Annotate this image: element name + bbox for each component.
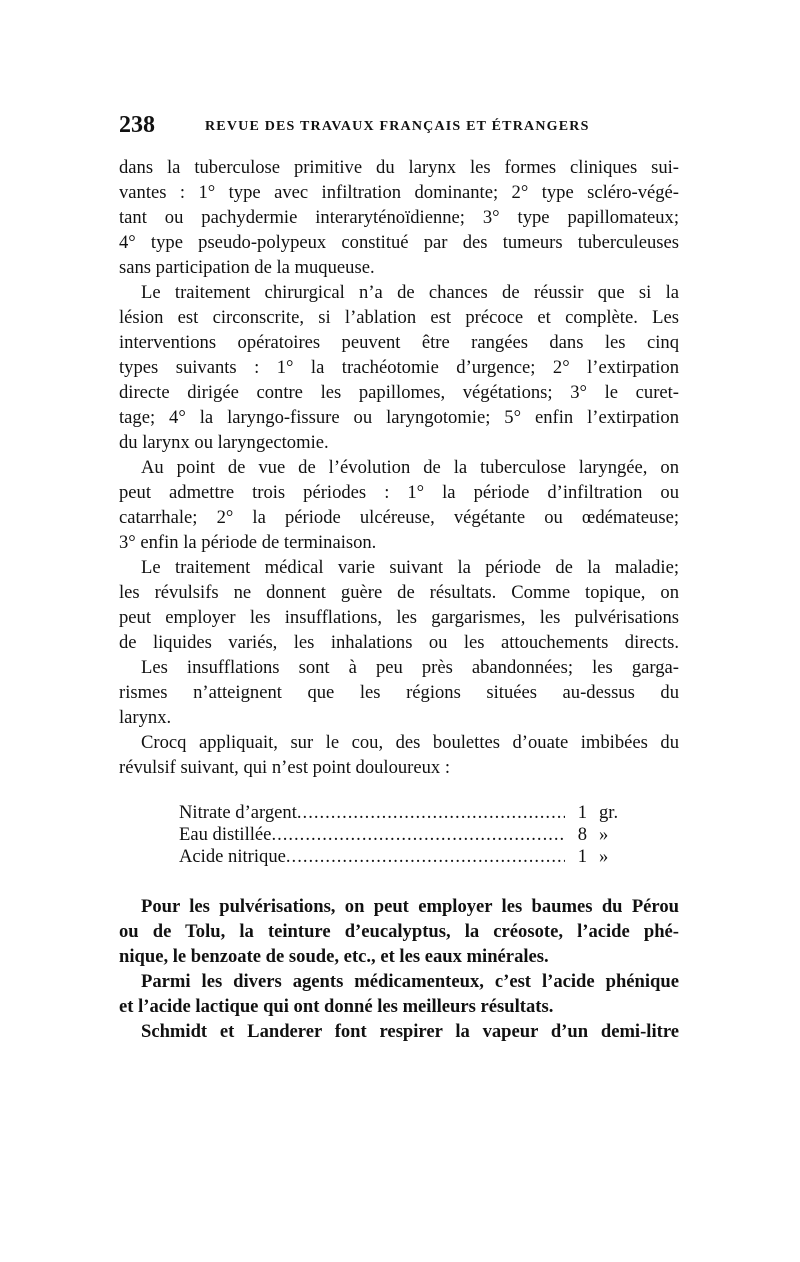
text-line: Pour les pulvérisations, on peut employer les baumes du Pérou xyxy=(141,896,679,917)
paragraph xyxy=(119,555,679,655)
ingredient-name: Eau distillée xyxy=(179,824,272,845)
ingredient-unit: gr. xyxy=(599,802,619,823)
page-header xyxy=(119,112,679,142)
text-line: Le traitement chirurgical n’a de chances de réussir que si la xyxy=(141,282,679,303)
text-line: lésion est circonscrite, si l’ablation est précoce et complète. Les xyxy=(119,307,679,328)
ingredient-unit: » xyxy=(599,846,609,867)
recipe-row xyxy=(179,802,639,824)
text-line: sans participation de la muqueuse. xyxy=(119,257,375,278)
text-line: Schmidt et Landerer font respirer la vapeur d’un demi-litre xyxy=(141,1021,679,1042)
paragraph xyxy=(119,155,679,280)
text-line: Les insufflations sont à peu près abandonnées; les garga- xyxy=(141,657,679,678)
page-number: 238 xyxy=(119,112,155,138)
recipe-row xyxy=(179,824,639,846)
text-line: 4° type pseudo-polypeux constitué par des tumeurs tuberculeuses xyxy=(119,232,679,253)
text-line: peut admettre trois périodes : 1° la période d’infiltration ou xyxy=(119,482,679,503)
ingredient-quantity: 8 xyxy=(577,824,587,845)
text-line: directe dirigée contre les papillomes, végétations; 3° le curet- xyxy=(119,382,679,403)
text-line: nique, le benzoate de soude, etc., et les eaux minérales. xyxy=(119,946,549,967)
text-line: les révulsifs ne donnent guère de résultats. Comme topique, on xyxy=(119,582,679,603)
text-line: révulsif suivant, qui n’est point douloureux : xyxy=(119,757,451,778)
text-line: Parmi les divers agents médicamenteux, c’est l’acide phénique xyxy=(141,971,679,992)
text-line: larynx. xyxy=(119,707,172,728)
dot-leader xyxy=(286,846,565,868)
text-line: du larynx ou laryngectomie. xyxy=(119,432,329,453)
recipe-row xyxy=(179,846,639,868)
text-line: types suivants : 1° la trachéotomie d’urgence; 2° l’extirpation xyxy=(119,357,679,378)
text-line: interventions opératoires peuvent être rangées dans les cinq xyxy=(119,332,679,353)
text-line: dans la tuberculose primitive du larynx les formes cliniques sui- xyxy=(119,157,679,178)
text-line: tant ou pachydermie interaryténoïdienne; 3° type papillomateux; xyxy=(119,207,679,228)
paragraph xyxy=(119,455,679,555)
text-line: tage; 4° la laryngo-fissure ou laryngotomie; 5° enfin l’extirpation xyxy=(119,407,679,428)
dot-leader xyxy=(271,824,565,846)
text-line: ou de Tolu, la teinture d’eucalyptus, la créosote, l’acide phé- xyxy=(119,921,679,942)
text-line: vantes : 1° type avec infiltration dominante; 2° type scléro-végé- xyxy=(119,182,679,203)
text-line: catarrhale; 2° la période ulcéreuse, végétante ou œdémateuse; xyxy=(119,507,679,528)
text-line: Crocq appliquait, sur le cou, des boulettes d’ouate imbibées du xyxy=(141,732,679,753)
ingredient-quantity: 1 xyxy=(577,846,587,867)
text-line: Au point de vue de l’évolution de la tuberculose laryngée, on xyxy=(141,457,679,478)
paragraph xyxy=(119,655,679,730)
paragraph xyxy=(119,969,679,1019)
text-line: de liquides variés, les inhalations ou les attouchements directs. xyxy=(119,632,679,653)
ingredient-name: Nitrate d’argent xyxy=(179,802,297,823)
paragraph xyxy=(119,894,679,969)
paragraph xyxy=(119,1019,679,1044)
page-body xyxy=(119,155,679,1044)
ingredient-quantity: 1 xyxy=(577,802,587,823)
paragraph xyxy=(119,730,679,780)
text-line: rismes n’atteignent que les régions situées au-dessus du xyxy=(119,682,679,703)
text-line: peut employer les insufflations, les gargarismes, les pulvérisations xyxy=(119,607,679,628)
running-head: REVUE DES TRAVAUX FRANÇAIS ET ÉTRANGERS xyxy=(205,119,590,134)
text-line: Le traitement médical varie suivant la période de la maladie; xyxy=(141,557,679,578)
dot-leader xyxy=(297,802,565,824)
ingredient-unit: » xyxy=(599,824,609,845)
text-line: 3° enfin la période de terminaison. xyxy=(119,532,377,553)
ingredient-name: Acide nitrique xyxy=(179,846,286,867)
paragraph xyxy=(119,280,679,455)
recipe-table xyxy=(179,802,639,868)
text-line: et l’acide lactique qui ont donné les meilleurs résultats. xyxy=(119,996,554,1017)
